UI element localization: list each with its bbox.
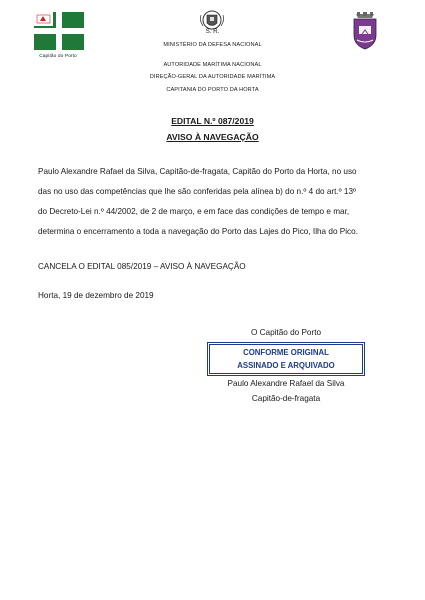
municipal-shield: [350, 12, 380, 52]
place-date: Horta, 19 de dezembro de 2019: [38, 291, 154, 300]
sr-mark: S. R.: [205, 28, 220, 35]
paragraph-line: do Decreto-Lei n.º 44/2002, de 2 de março, e em face das condições de tempo e mar,: [38, 207, 350, 216]
stamp-line-2: ASSINADO E ARQUIVADO: [237, 361, 335, 370]
signatory-rank: Capitão-de-fragata: [251, 394, 321, 403]
shield-icon: [350, 12, 380, 52]
paragraph-line: das no uso das competências que lhe são conferidas pela alínea b) do n.º 4 do art.º 13º: [38, 187, 357, 196]
paragraph-line: Paulo Alexandre Rafael da Silva, Capitão-de-fragata, Capitão do Porto da Horta, no uso: [38, 167, 357, 176]
notice-subject: AVISO À NAVEGAÇÃO: [166, 132, 259, 142]
captaincy-label: CAPITANIA DO PORTO DA HORTA: [166, 87, 259, 93]
edital-number: EDITAL N.º 087/2019: [171, 116, 254, 126]
authority-label: AUTORIDADE MARÍTIMA NACIONAL: [163, 62, 262, 68]
cancel-notice: CANCELA O EDITAL 085/2019 – AVISO À NAVEGAÇÃO: [38, 262, 246, 271]
flag-caption: Capitão do Porto: [39, 54, 77, 59]
signatory-role: O Capitão do Porto: [250, 328, 322, 337]
body-paragraph: [38, 162, 388, 242]
ministry-label: MINISTÉRIO DA DEFESA NACIONAL: [163, 42, 262, 48]
signatory-name: Paulo Alexandre Rafael da Silva: [227, 379, 345, 388]
paragraph-line: determina o encerramento a toda a navegação do Porto das Lajes do Pico, Ilha do Pico.: [38, 227, 358, 236]
stamp-line-1: CONFORME ORIGINAL: [243, 348, 329, 357]
conformity-stamp: [207, 342, 365, 376]
directorate-label: DIREÇÃO-GERAL DA AUTORIDADE MARÍTIMA: [149, 74, 276, 80]
